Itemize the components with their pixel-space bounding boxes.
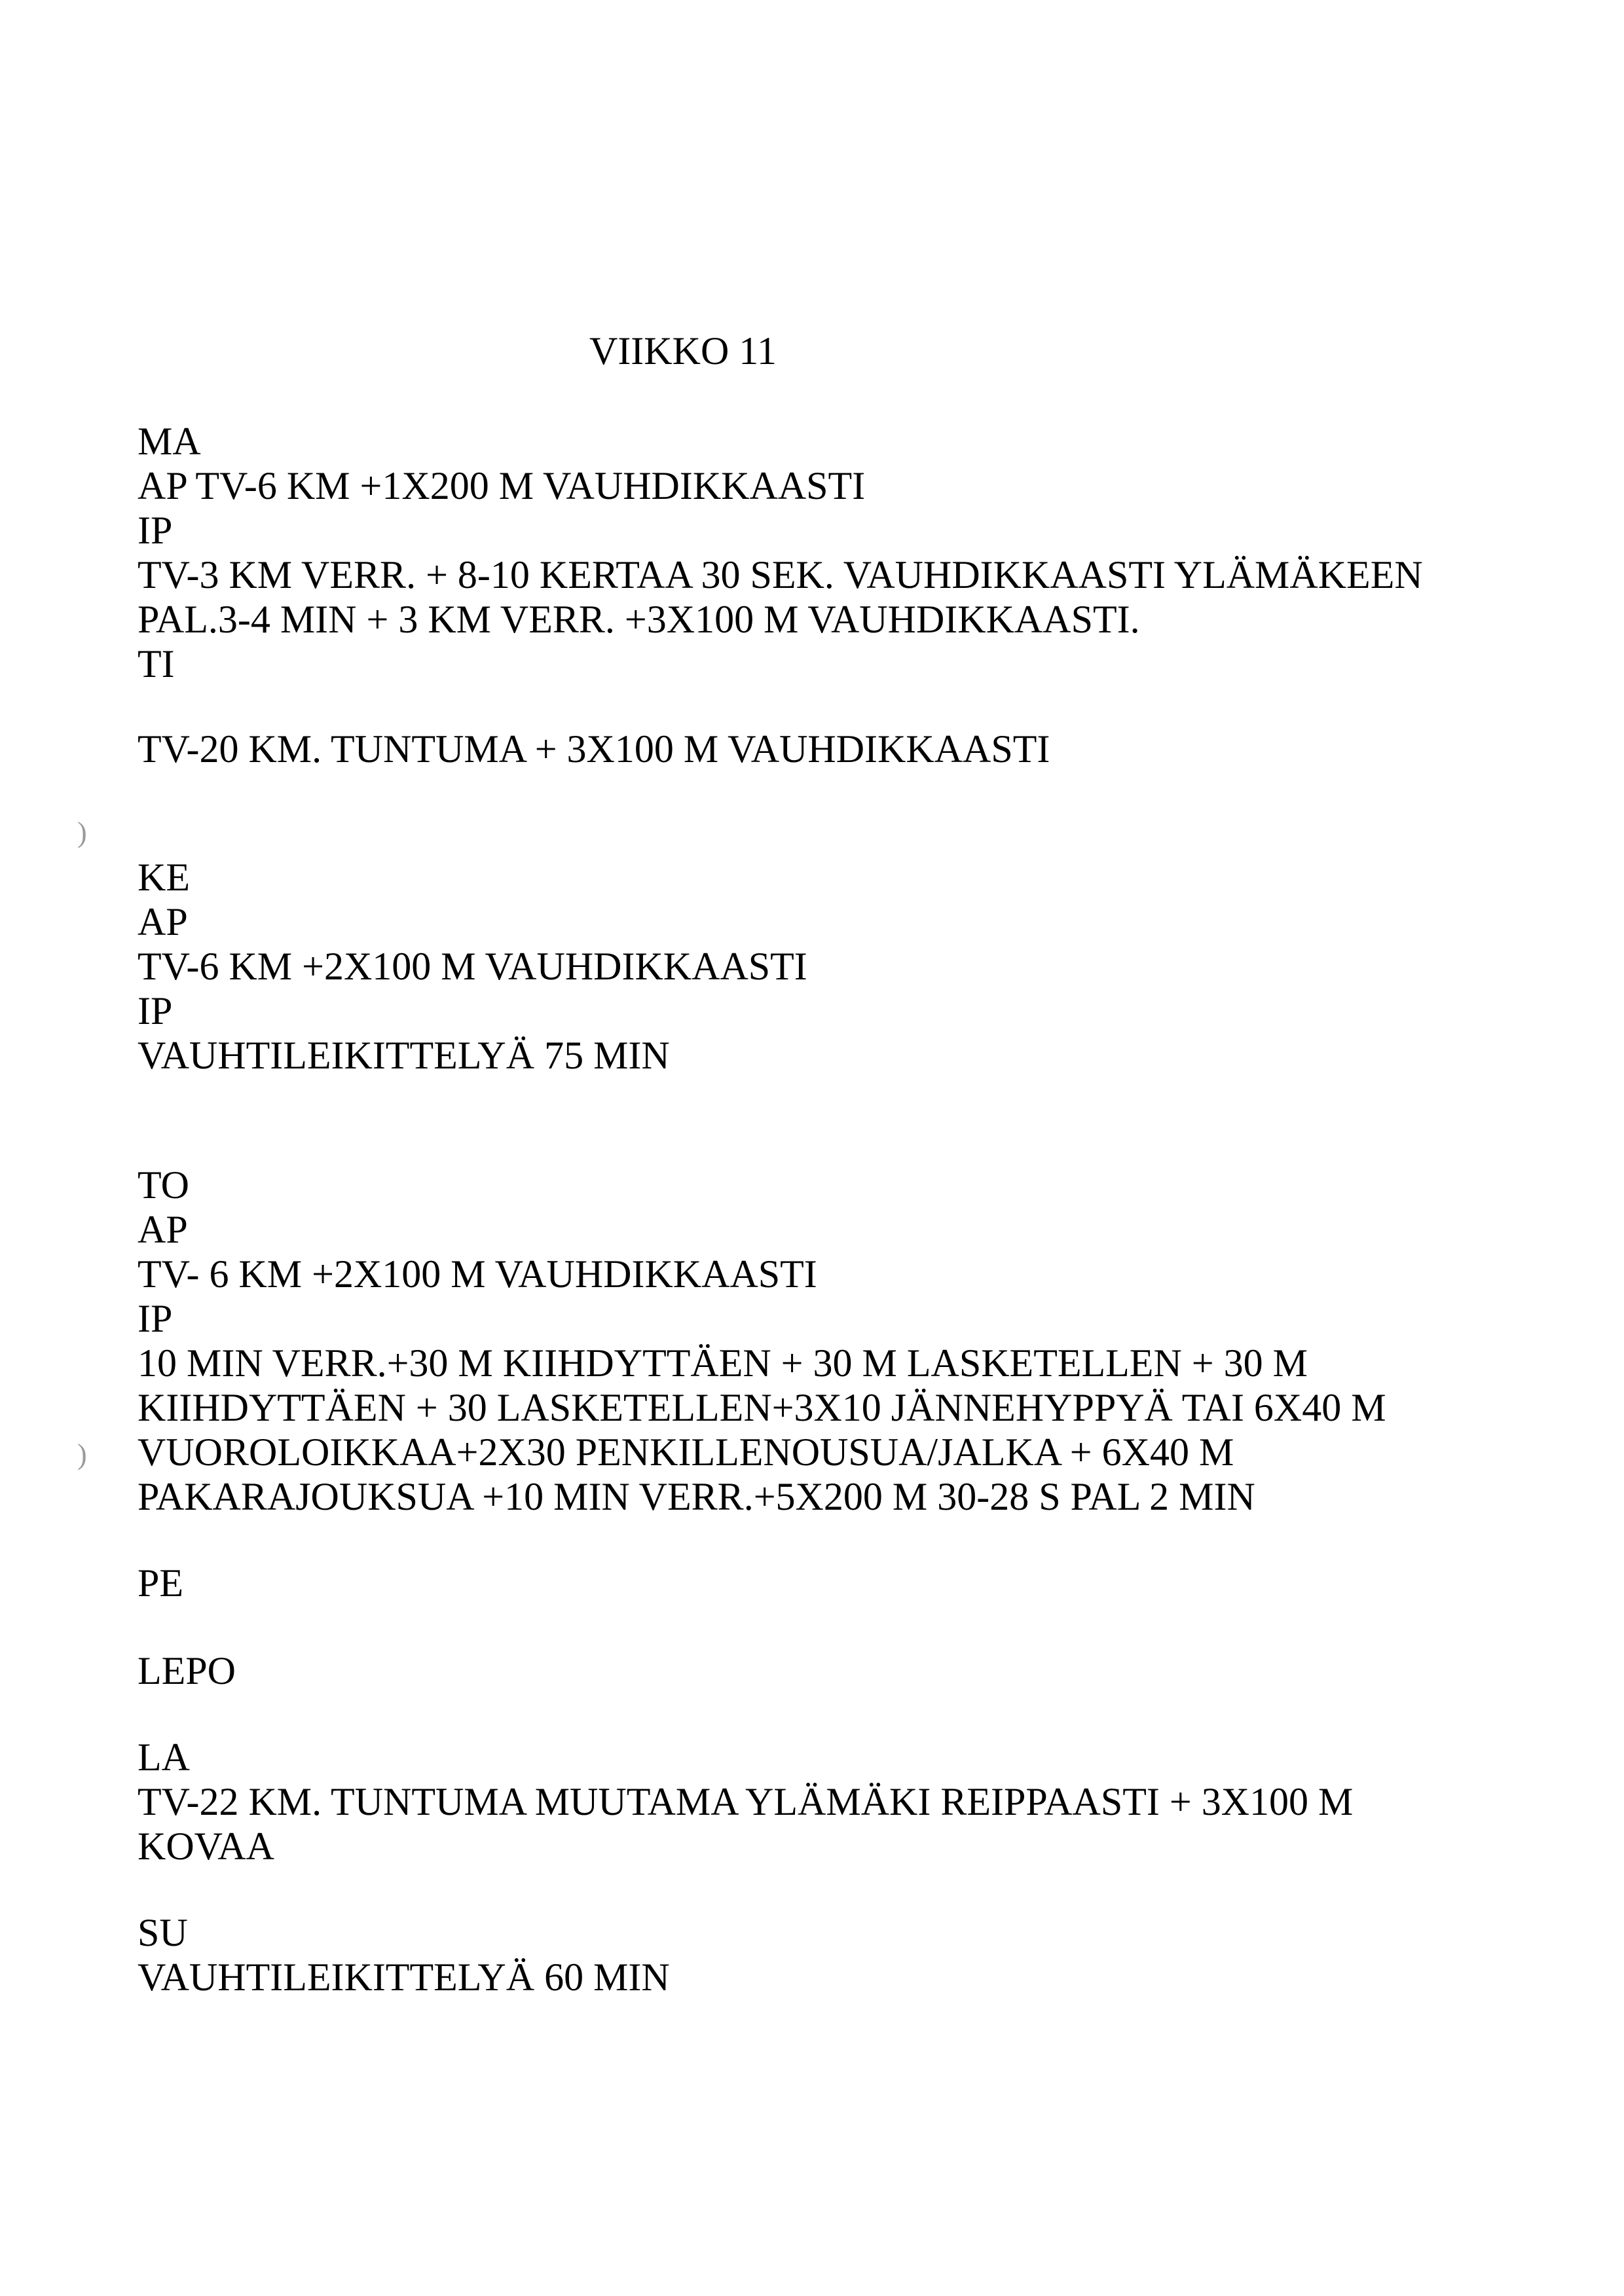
day-label-friday: PE [138, 1561, 184, 1605]
text-line: TV-20 KM. TUNTUMA + 3X100 M VAUHDIKKAASTI [138, 727, 1050, 771]
day-label-saturday: LA [138, 1736, 190, 1779]
text-line: TV-6 KM +2X100 M VAUHDIKKAASTI [138, 945, 807, 988]
text-line: TV-22 KM. TUNTUMA MUUTAMA YLÄMÄKI REIPPAASTI + 3X100 M [138, 1780, 1354, 1823]
text-line: VAUHTILEIKITTELYÄ 75 MIN [138, 1034, 670, 1077]
day-label-wednesday: KE [138, 856, 190, 899]
text-line: LEPO [138, 1649, 236, 1692]
page-title: VIIKKO 11 [589, 329, 777, 373]
day-label-thursday: TO [138, 1163, 189, 1207]
session-label: AP [138, 1208, 188, 1251]
text-line: VAUHTILEIKITTELYÄ 60 MIN [138, 1956, 670, 1999]
session-label: IP [138, 1297, 173, 1340]
day-label-tuesday: TI [138, 642, 175, 685]
text-line: PAKARAJOUKSUA +10 MIN VERR.+5X200 M 30-28 S PAL 2 MIN [138, 1475, 1255, 1518]
text-line: VUOROLOIKKAA+2X30 PENKILLENOUSUA/JALKA + 6X40 M [138, 1430, 1234, 1474]
text-line: KIIHDYTTÄEN + 30 LASKETELLEN+3X10 JÄNNEHYPPYÄ TAI 6X40 M [138, 1386, 1386, 1429]
text-line: 10 MIN VERR.+30 M KIIHDYTTÄEN + 30 M LASKETELLEN + 30 M [138, 1341, 1308, 1385]
text-line: PAL.3-4 MIN + 3 KM VERR. +3X100 M VAUHDIKKAASTI. [138, 598, 1140, 641]
text-line: KOVAA [138, 1825, 274, 1868]
text-line: TV- 6 KM +2X100 M VAUHDIKKAASTI [138, 1252, 817, 1296]
scan-mark: ) [77, 1438, 87, 1470]
session-label: IP [138, 509, 173, 552]
day-label-monday: MA [138, 420, 201, 463]
session-label: IP [138, 989, 173, 1032]
scan-mark: ) [77, 816, 87, 848]
session-label: AP [138, 900, 188, 943]
day-label-sunday: SU [138, 1911, 188, 1954]
text-line: AP TV-6 KM +1X200 M VAUHDIKKAASTI [138, 464, 866, 507]
text-line: TV-3 KM VERR. + 8-10 KERTAA 30 SEK. VAUHDIKKAASTI YLÄMÄKEEN [138, 553, 1423, 596]
